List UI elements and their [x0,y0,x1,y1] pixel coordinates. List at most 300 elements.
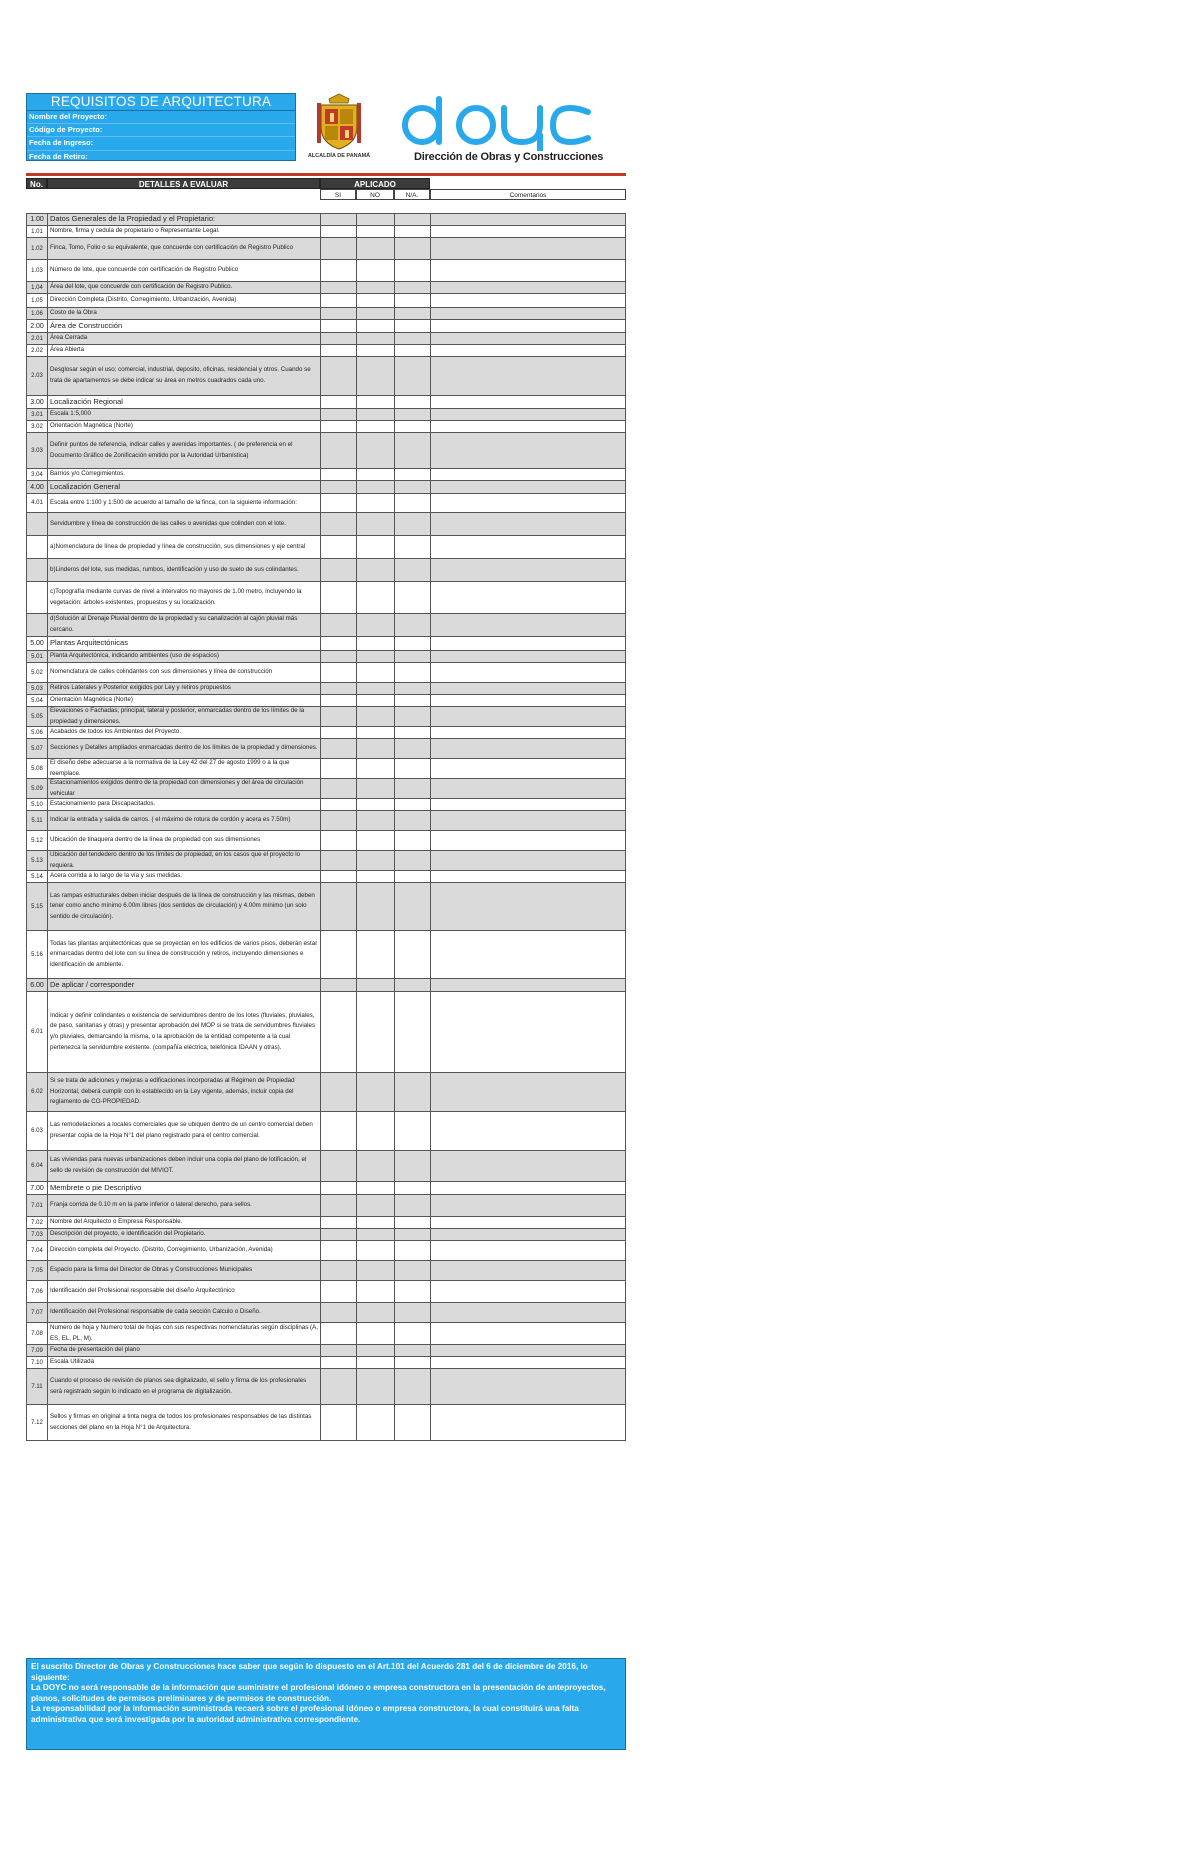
no-cell[interactable] [356,778,394,799]
row-number [26,613,47,637]
table-row [26,558,626,582]
row-detail: Retiros Laterales y Posterior exigidos por Ley y retiros propuestos [47,682,320,695]
table-row [26,613,626,637]
header [26,93,626,171]
na-cell[interactable] [394,810,430,831]
no-cell[interactable] [356,850,394,871]
si-cell[interactable] [320,1150,356,1182]
row-detail: Localización Regional [47,395,320,409]
row-number: 5.03 [26,682,47,695]
project-code-field[interactable]: Código de Proyecto: [27,124,295,137]
si-cell[interactable] [320,882,356,931]
row-detail: Número de lote, que concuerde con certificación de Registro Publico [47,259,320,282]
row-number: 5.05 [26,706,47,727]
si-cell[interactable] [320,636,356,651]
entry-date-field[interactable]: Fecha de Ingreso: [27,137,295,150]
si-cell[interactable] [320,480,356,494]
row-number: 5.08 [26,758,47,779]
comment-cell[interactable] [430,1260,626,1281]
table-row [26,810,626,831]
row-number: 6.01 [26,991,47,1073]
comment-cell[interactable] [430,778,626,799]
comment-cell[interactable] [430,758,626,779]
row-number [26,581,47,614]
comment-cell[interactable] [430,850,626,871]
table-row [26,1260,626,1281]
coat-of-arms-icon [315,93,363,151]
row-detail: Desglosar según el uso; comercial, industrial, deposito, oficinas, residencial y otros. Cuando se trata de apartamentos se debe indicar su área en metros cuadrados cada uno. [47,356,320,396]
row-number [26,535,47,559]
table-row [26,259,626,282]
si-cell[interactable] [320,1368,356,1405]
row-detail: Elevaciones o Fachadas; principal, lateral y posterior, enmarcadas dentro de los límites de la propiedad y dimensiones. [47,706,320,727]
comment-cell[interactable] [430,1194,626,1217]
row-number: 1.02 [26,237,47,260]
comment-cell[interactable] [430,356,626,396]
row-number [26,512,47,536]
row-number: 4.00 [26,480,47,494]
row-number: 5.14 [26,870,47,883]
na-cell[interactable] [394,1111,430,1151]
si-cell[interactable] [320,758,356,779]
comment-cell[interactable] [430,706,626,727]
row-detail: Descripción del proyecto, e identificación del Propietario. [47,1228,320,1241]
si-cell[interactable] [320,1404,356,1441]
row-number: 7.06 [26,1280,47,1303]
comment-cell[interactable] [430,1150,626,1182]
row-number: 6.00 [26,978,47,992]
row-number: 2.02 [26,344,47,357]
si-cell[interactable] [320,395,356,409]
si-cell[interactable] [320,930,356,979]
si-cell[interactable] [320,558,356,582]
row-detail: Secciones y Detalles ampliados enmarcadas dentro de los límites de la propiedad y dimensiones. [47,738,320,759]
row-detail: c)Topografía mediante curvas de nivel a intervalos no mayores de 1.00 metro, incluyendo la vegetación: árboles existentes, propuestos y su localización. [47,581,320,614]
logo-subtitle: Dirección de Obras y Construcciones [414,151,604,163]
row-number: 1.05 [26,293,47,308]
row-number: 6.02 [26,1072,47,1112]
na-cell[interactable] [394,738,430,759]
table-row [26,493,626,513]
row-detail: Costo de la Obra [47,307,320,320]
legal-notice-paragraph: La DOYC no será responsable de la información que suministre el profesional idóneo o empresa constructora en la presentación de anteproyectos, planos, solicitudes de permisos preliminares y de permisos de construcción. [31,1683,606,1703]
table-row [26,706,626,727]
table-row [26,758,626,779]
row-detail: Orientación Magnética (Norte) [47,694,320,707]
comment-cell[interactable] [430,581,626,614]
comment-cell[interactable] [430,636,626,651]
row-detail: Estacionamientos exigidos dentro de la propiedad con dimensiones y del área de circulación vehicular [47,778,320,799]
comment-cell[interactable] [430,535,626,559]
row-number: 1.04 [26,281,47,294]
no-cell[interactable] [356,1072,394,1112]
project-name-field[interactable]: Nombre del Proyecto: [27,111,295,124]
na-cell[interactable] [394,237,430,260]
row-number: 7.00 [26,1181,47,1195]
legal-notice-paragraph: La responsabilidad por la información suministrada recaerá sobre el profesional idóneo o empresa constructora, la cual constituirá una falta administrativa que será investigada por la autoridad administrativa correspondiente. [31,1704,579,1724]
na-cell[interactable] [394,882,430,931]
si-cell[interactable] [320,1322,356,1345]
na-cell[interactable] [394,480,430,494]
si-cell[interactable] [320,581,356,614]
row-detail: d)Solución al Drenaje Pluvial dentro de la propiedad y su canalización al cajón pluvial más cercano. [47,613,320,637]
comment-cell[interactable] [430,395,626,409]
project-info-box [26,93,296,161]
comment-cell[interactable] [430,319,626,333]
no-cell[interactable] [356,810,394,831]
no-cell[interactable] [356,1150,394,1182]
row-number: 1.00 [26,213,47,226]
no-cell[interactable] [356,662,394,683]
na-cell[interactable] [394,1072,430,1112]
row-number: 5.09 [26,778,47,799]
comment-cell[interactable] [430,1322,626,1345]
row-number: 3.04 [26,468,47,481]
comment-cell[interactable] [430,1072,626,1112]
row-number: 5.02 [26,662,47,683]
comment-cell[interactable] [430,493,626,513]
na-cell[interactable] [394,493,430,513]
table-row [26,830,626,851]
row-number: 3.03 [26,432,47,469]
page-title: REQUISITOS DE ARQUITECTURA [27,94,295,111]
col-applied: APLICADO [320,178,430,189]
comment-cell[interactable] [430,613,626,637]
row-detail: Si se trata de adiciones y mejoras a edificaciones incorporadas al Régimen de Propiedad Horizontal, deberá cumplir con lo establecido en la Ley vigente, además, incluir copia del reglamento de CO-PROPIEDAD. [47,1072,320,1112]
row-number: 5.10 [26,798,47,811]
row-detail: Acera corrida a lo largo de la vía y sus medidas. [47,870,320,883]
no-cell[interactable] [356,1368,394,1405]
row-detail: Dirección Completa (Distrito, Corregimiento, Urbanización, Avenida) [47,293,320,308]
comment-cell[interactable] [430,830,626,851]
si-cell[interactable] [320,850,356,871]
no-cell[interactable] [356,512,394,536]
no-cell[interactable] [356,830,394,851]
row-detail: Planta Arquitectónica, indicando ambientes (uso de espacios) [47,650,320,663]
na-cell[interactable] [394,1181,430,1195]
si-cell[interactable] [320,319,356,333]
no-cell[interactable] [356,493,394,513]
comment-cell[interactable] [430,662,626,683]
no-cell[interactable] [356,1404,394,1441]
row-number: 7.10 [26,1356,47,1369]
no-cell[interactable] [356,237,394,260]
row-detail: Escala 1:5,000 [47,408,320,421]
row-detail: Nombre, firma y cedula de propietario o Representante Legal. [47,225,320,238]
row-detail: Indicar y definir colindantes o existencia de servidumbres dentro de los lotes (fluviales, pluviales, de paso, sanitarias y otras) y presentar aprobación del MOP si se trata de servidumbres fluviales y/o pluviales, demarcando la misma, o la aprobación de la entidad competente a la cual pertenezca la servidumbre existente. (compañía eléctrica, telefónica IDAAN y otras). [47,991,320,1073]
row-detail: Escala Utilizada [47,1356,320,1369]
no-cell[interactable] [356,758,394,779]
col-details: DETALLES A EVALUAR [47,178,320,189]
comment-cell[interactable] [430,882,626,931]
si-cell[interactable] [320,1181,356,1195]
table-row [26,512,626,536]
section-row [26,480,626,494]
table-row [26,237,626,260]
requirements-sheet [26,93,626,1724]
si-cell[interactable] [320,1240,356,1261]
comment-cell[interactable] [430,432,626,469]
col-comments: Comentarios [430,189,626,200]
no-cell[interactable] [356,319,394,333]
na-cell[interactable] [394,432,430,469]
no-cell[interactable] [356,1181,394,1195]
na-cell[interactable] [394,930,430,979]
row-number: 5.01 [26,650,47,663]
na-cell[interactable] [394,512,430,536]
row-number: 5.06 [26,726,47,739]
row-number: 1.03 [26,259,47,282]
si-cell[interactable] [320,237,356,260]
row-detail: Las remodelaciones a locales comerciales que se ubiquen dentro de un centro comercial deben presentar copia de la Hoja N°1 del plano registrado para el centro comercial. [47,1111,320,1151]
no-cell[interactable] [356,581,394,614]
section-row [26,978,626,992]
comment-cell[interactable] [430,558,626,582]
row-number: 6.03 [26,1111,47,1151]
no-cell[interactable] [356,1240,394,1261]
crest-caption: ALCALDÍA DE PANAMÁ [307,153,371,159]
si-cell[interactable] [320,293,356,308]
row-detail: Orientación Magnética (Norte) [47,420,320,433]
col-no: No. [26,178,47,189]
table-row [26,535,626,559]
row-number: 7.08 [26,1322,47,1345]
no-cell[interactable] [356,978,394,992]
na-cell[interactable] [394,662,430,683]
row-detail: Acabados de todos los Ambientes del Proyecto. [47,726,320,739]
no-cell[interactable] [356,558,394,582]
no-cell[interactable] [356,356,394,396]
section-row [26,1181,626,1195]
si-cell[interactable] [320,1194,356,1217]
row-number: 1.06 [26,307,47,320]
table-row [26,293,626,308]
na-cell[interactable] [394,1368,430,1405]
panama-city-crest [306,93,372,165]
no-cell[interactable] [356,930,394,979]
comment-cell[interactable] [430,237,626,260]
row-number: 5.07 [26,738,47,759]
no-cell[interactable] [356,882,394,931]
comment-cell[interactable] [430,293,626,308]
si-cell[interactable] [320,810,356,831]
na-cell[interactable] [394,293,430,308]
si-cell[interactable] [320,493,356,513]
row-number: 5.11 [26,810,47,831]
section-row [26,319,626,333]
table-row [26,882,626,931]
comment-cell[interactable] [430,480,626,494]
si-cell[interactable] [320,356,356,396]
row-detail: Nomenclatura de calles colindantes con sus dimensiones y línea de construcción [47,662,320,683]
na-cell[interactable] [394,778,430,799]
row-detail: Área del lote, que concuerde con certificación de Registro Publico. [47,281,320,294]
row-number: 3.02 [26,420,47,433]
row-detail: Fecha de presentación del plano [47,1344,320,1357]
si-cell[interactable] [320,259,356,282]
si-cell[interactable] [320,778,356,799]
row-number: 5.00 [26,636,47,651]
no-cell[interactable] [356,1322,394,1345]
row-detail: Nombre del Arquitecto o Empresa Responsable. [47,1216,320,1229]
no-cell[interactable] [356,1194,394,1217]
table-row [26,1150,626,1182]
legal-notice [26,1658,626,1750]
withdrawal-date-field[interactable]: Fecha de Retiro: [29,151,88,161]
no-cell[interactable] [356,636,394,651]
na-cell[interactable] [394,1150,430,1182]
row-detail: Indicar la entrada y salida de carros. ( el máximo de rotura de cordón y acera es 7.50m) [47,810,320,831]
no-cell[interactable] [356,706,394,727]
na-cell[interactable] [394,830,430,851]
comment-cell[interactable] [430,1181,626,1195]
comment-cell[interactable] [430,810,626,831]
comment-cell[interactable] [430,991,626,1073]
si-cell[interactable] [320,978,356,992]
si-cell[interactable] [320,662,356,683]
table-row [26,1240,626,1261]
table-row [26,1280,626,1303]
row-number: 7.05 [26,1260,47,1281]
si-cell[interactable] [320,1260,356,1281]
row-number: 5.16 [26,930,47,979]
na-cell[interactable] [394,1260,430,1281]
col-na: N/A. [394,189,430,200]
comment-cell[interactable] [430,1111,626,1151]
row-number: 6.04 [26,1150,47,1182]
na-cell[interactable] [394,1194,430,1217]
row-detail: Plantas Arquitectónicas [47,636,320,651]
na-cell[interactable] [394,395,430,409]
na-cell[interactable] [394,1322,430,1345]
comment-cell[interactable] [430,1404,626,1441]
no-cell[interactable] [356,991,394,1073]
comment-cell[interactable] [430,1368,626,1405]
no-cell[interactable] [356,480,394,494]
table-row [26,778,626,799]
row-number: 5.12 [26,830,47,851]
na-cell[interactable] [394,581,430,614]
si-cell[interactable] [320,613,356,637]
comment-cell[interactable] [430,259,626,282]
na-cell[interactable] [394,706,430,727]
column-headers [26,178,626,200]
na-cell[interactable] [394,758,430,779]
row-number: 3.00 [26,395,47,409]
legal-notice-paragraph: El suscrito Director de Obras y Construcciones hace saber que según lo dispuesto en el Art.101 del Acuerdo 281 del 6 de diciembre de 2016, lo siguiente: [31,1662,588,1682]
comment-cell[interactable] [430,1302,626,1323]
si-cell[interactable] [320,1072,356,1112]
no-cell[interactable] [356,432,394,469]
comment-cell[interactable] [430,930,626,979]
comment-cell[interactable] [430,1240,626,1261]
row-detail: Definir puntos de referencia, indicar calles y avenidas importantes. ( de preferencia en el Documento Gráfico de Zonificación emitido por la Autoridad Urbanística) [47,432,320,469]
comment-cell[interactable] [430,738,626,759]
row-detail: Identificación del Profesional responsable del diseño Arquitectónico [47,1280,320,1303]
na-cell[interactable] [394,259,430,282]
si-cell[interactable] [320,1111,356,1151]
si-cell[interactable] [320,830,356,851]
no-cell[interactable] [356,395,394,409]
si-cell[interactable] [320,1280,356,1303]
no-cell[interactable] [356,1260,394,1281]
na-cell[interactable] [394,850,430,871]
si-cell[interactable] [320,1302,356,1323]
col-no-applied: NO [356,189,394,200]
na-cell[interactable] [394,558,430,582]
no-cell[interactable] [356,1302,394,1323]
row-detail: Sellos y firmas en original a tinta negra de todos los profesionales responsables de las distintas secciones del plano en la Hoja N°1 de Arquitectura. [47,1404,320,1441]
row-number: 7.01 [26,1194,47,1217]
si-cell[interactable] [320,738,356,759]
row-detail: b)Linderos del lote, sus medidas, rumbos, identificación y uso de suelo de sus colindantes. [47,558,320,582]
doyc-logo [398,95,628,167]
table-row [26,356,626,396]
comment-cell[interactable] [430,978,626,992]
na-cell[interactable] [394,1240,430,1261]
si-cell[interactable] [320,432,356,469]
table-row [26,662,626,683]
no-cell[interactable] [356,1280,394,1303]
comment-cell[interactable] [430,512,626,536]
row-detail: Membrete o pie Descriptivo [47,1181,320,1195]
na-cell[interactable] [394,356,430,396]
na-cell[interactable] [394,991,430,1073]
row-number: 2.00 [26,319,47,333]
table-row [26,1111,626,1151]
na-cell[interactable] [394,1302,430,1323]
row-detail: Las rampas estructurales deben iniciar después de la línea de construcción y las mismas, deben tener como ancho mínimo 6.00m libres (dos sentidos de circulación) y 4.00m mínimo (un solo sentido de circulación). [47,882,320,931]
no-cell[interactable] [356,738,394,759]
row-detail: Ubicación de tinaquera dentro de la línea de propiedad con sus dimensiones [47,830,320,851]
na-cell[interactable] [394,535,430,559]
row-detail: Todas las plantas arquitectónicas que se proyectan en los edificios de varios pisos, deberán estar enmarcadas dentro del lote con su línea de construcción y retiros, incluyendo dimensiones e identificación de ambiente. [47,930,320,979]
na-cell[interactable] [394,1280,430,1303]
row-detail: El diseño debe adecuarse a la normativa de la Ley 42 del 27 de agosto 1999 o a la que reemplace. [47,758,320,779]
table-row [26,1404,626,1441]
row-detail: a)Nomenclatura de línea de propiedad y línea de construcción, sus dimensiones y eje central [47,535,320,559]
na-cell[interactable] [394,636,430,651]
row-detail: Dirección completa del Proyecto. (Distrito, Corregimiento, Urbanización, Avenida) [47,1240,320,1261]
no-cell[interactable] [356,259,394,282]
row-detail: Ubicación del tendedero dentro de los límites de propiedad, en los casos que el proyecto lo requiera. [47,850,320,871]
no-cell[interactable] [356,535,394,559]
na-cell[interactable] [394,319,430,333]
row-number: 5.04 [26,694,47,707]
si-cell[interactable] [320,535,356,559]
na-cell[interactable] [394,613,430,637]
section-row [26,636,626,651]
row-number: 7.02 [26,1216,47,1229]
row-number: 2.01 [26,332,47,345]
si-cell[interactable] [320,991,356,1073]
no-cell[interactable] [356,613,394,637]
si-cell[interactable] [320,512,356,536]
header-divider [26,173,626,176]
na-cell[interactable] [394,1404,430,1441]
na-cell[interactable] [394,978,430,992]
row-number: 4.01 [26,493,47,513]
row-detail: Identificación del Profesional responsable de cada sección Calculo o Diseño. [47,1302,320,1323]
row-number: 7.04 [26,1240,47,1261]
si-cell[interactable] [320,706,356,727]
table-row [26,1072,626,1112]
no-cell[interactable] [356,293,394,308]
no-cell[interactable] [356,1111,394,1151]
row-detail: Escala entre 1:100 y 1:500 de acuerdo al tamaño de la finca, con la siguiente información: [47,493,320,513]
row-number: 3.01 [26,408,47,421]
comment-cell[interactable] [430,1280,626,1303]
